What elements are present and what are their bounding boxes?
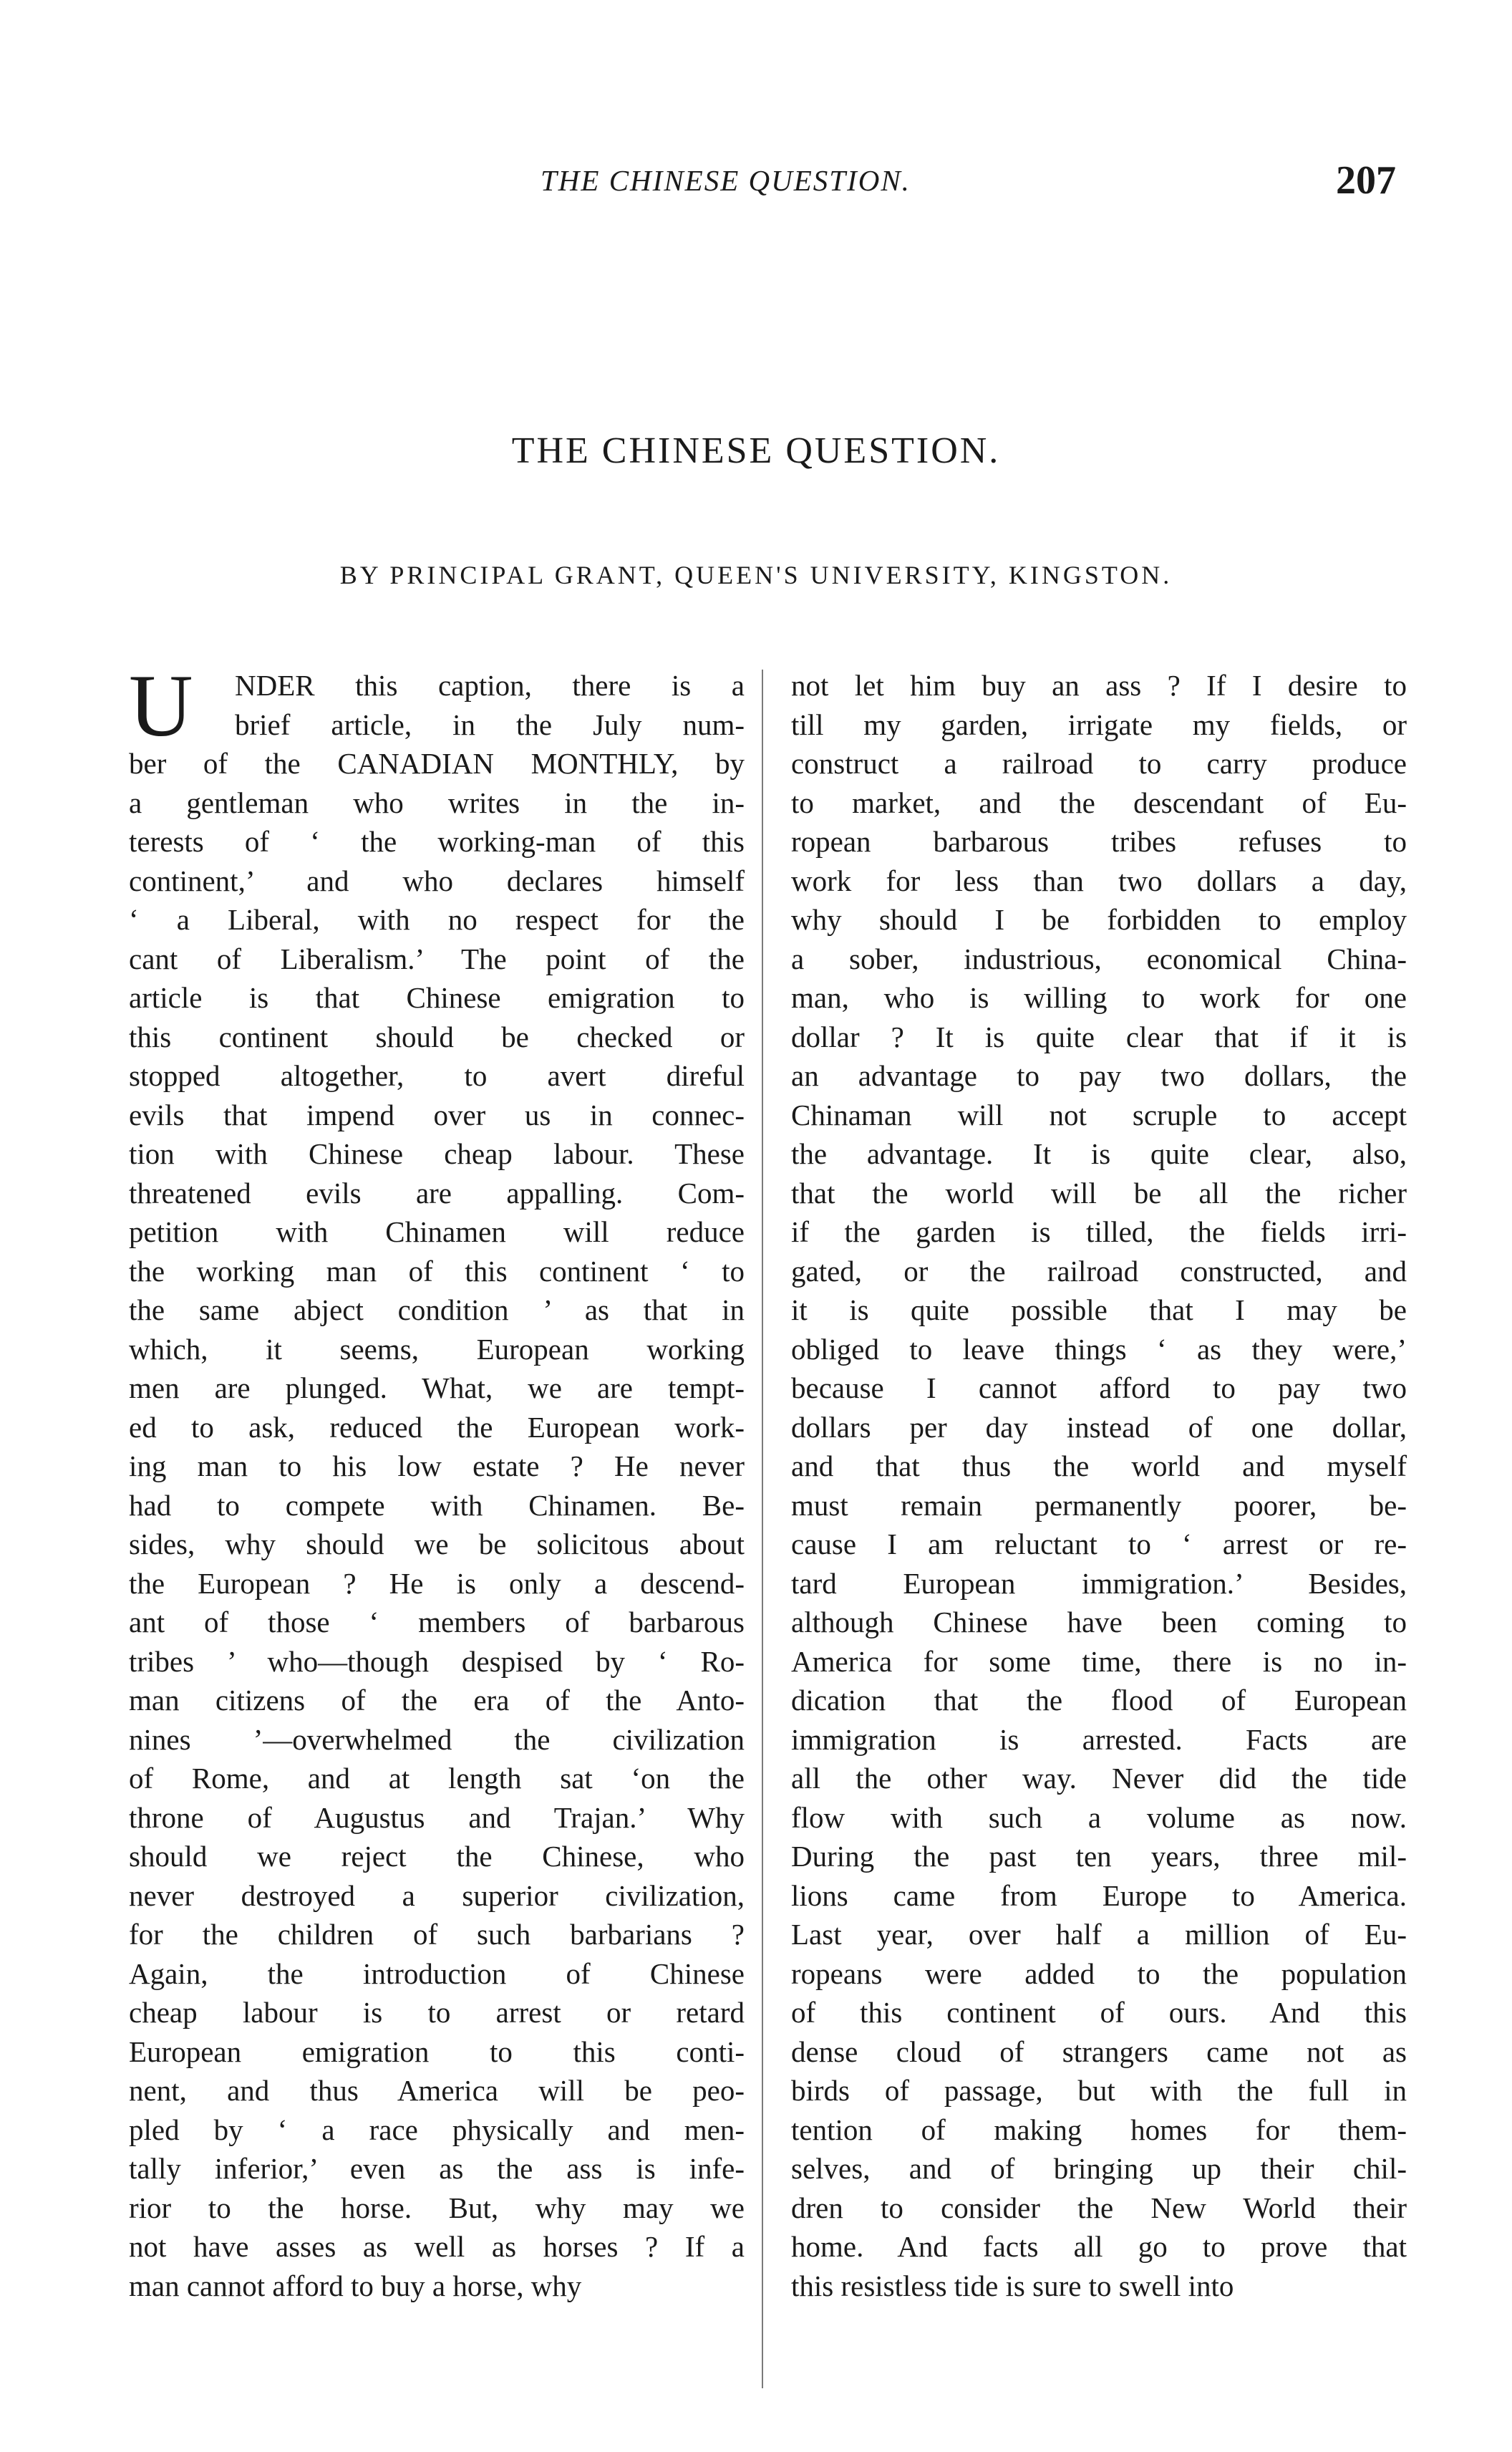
text-line: obliged to leave things ‘ as they were,’ bbox=[791, 1332, 1407, 1366]
text-line: ‘ a Liberal, with no respect for the bbox=[129, 903, 745, 936]
page-number: 207 bbox=[1336, 158, 1396, 203]
text-line: continent,’ and who declares himself bbox=[129, 864, 745, 897]
text-line: that the world will be all the richer bbox=[791, 1176, 1407, 1210]
text-line: birds of passage, but with the full in bbox=[791, 2074, 1407, 2107]
text-line: nines ’—overwhelmed the civilization bbox=[129, 1722, 745, 1756]
text-line: rior to the horse. But, why may we bbox=[129, 2191, 745, 2224]
text-line: selves, and of bringing up their chil- bbox=[791, 2152, 1407, 2185]
text-line: pled by ‘ a race physically and men- bbox=[129, 2113, 745, 2146]
text-line: petition with Chinamen will reduce bbox=[129, 1215, 745, 1248]
text-line: tention of making homes for them- bbox=[791, 2113, 1407, 2146]
text-line: of Rome, and at length sat ‘on the bbox=[129, 1762, 745, 1795]
text-line: sides, why should we be solicitous about bbox=[129, 1527, 745, 1560]
text-line: cant of Liberalism.’ The point of the bbox=[129, 942, 745, 975]
text-line: ber of the CANADIAN MONTHLY, by bbox=[129, 747, 745, 780]
text-line: dollar ? It is quite clear that if it is bbox=[791, 1020, 1407, 1053]
text-line: because I cannot afford to pay two bbox=[791, 1371, 1407, 1404]
text-line: Last year, over half a million of Eu- bbox=[791, 1918, 1407, 1951]
text-line: throne of Augustus and Trajan.’ Why bbox=[129, 1800, 745, 1834]
text-line: evils that impend over us in connec- bbox=[129, 1098, 745, 1131]
text-line: Chinaman will not scruple to accept bbox=[791, 1098, 1407, 1131]
running-title: THE CHINESE QUESTION. bbox=[541, 164, 911, 197]
text-line: ropeans were added to the population bbox=[791, 1956, 1407, 1990]
text-line: never destroyed a superior civilization, bbox=[129, 1878, 745, 1912]
text-line: for the children of such barbarians ? bbox=[129, 1918, 745, 1951]
text-line: a gentleman who writes in the in- bbox=[129, 786, 745, 819]
text-line: although Chinese have been coming to bbox=[791, 1606, 1407, 1638]
text-line: ing man to his low estate ? He never bbox=[129, 1449, 745, 1482]
text-line: the European ? He is only a descend- bbox=[129, 1566, 745, 1600]
right-column bbox=[791, 666, 1407, 2305]
text-line: and that thus the world and myself bbox=[791, 1449, 1407, 1482]
text-line: gated, or the railroad constructed, and bbox=[791, 1254, 1407, 1288]
text-line: of this continent of ours. And this bbox=[791, 1996, 1407, 2029]
text-line: which, it seems, European working bbox=[129, 1332, 745, 1366]
text-line: not let him buy an ass ? If I desire to bbox=[791, 669, 1407, 702]
text-line: cause I am reluctant to ‘ arrest or re- bbox=[791, 1527, 1407, 1560]
text-line: NDER this caption, there is a bbox=[235, 669, 745, 702]
drop-cap: U bbox=[129, 657, 193, 755]
text-line: men are plunged. What, we are tempt- bbox=[129, 1371, 745, 1404]
text-line: flow with such a volume as now. bbox=[791, 1800, 1407, 1834]
text-line: Again, the introduction of Chinese bbox=[129, 1956, 745, 1990]
text-line: cheap labour is to arrest or retard bbox=[129, 1996, 745, 2029]
text-line: tally inferior,’ even as the ass is infe- bbox=[129, 2152, 745, 2185]
text-line: man cannot afford to buy a horse, why bbox=[129, 2269, 582, 2302]
text-line: America for some time, there is no in- bbox=[791, 1644, 1407, 1678]
text-line: ed to ask, reduced the European work- bbox=[129, 1410, 745, 1444]
text-line: tard European immigration.’ Besides, bbox=[791, 1566, 1407, 1600]
byline: BY PRINCIPAL GRANT, QUEEN'S UNIVERSITY, KINGSTON. bbox=[339, 561, 1173, 589]
text-line: threatened evils are appalling. Com- bbox=[129, 1176, 745, 1210]
running-head bbox=[129, 158, 1396, 213]
text-line: stopped altogether, to avert direful bbox=[129, 1059, 745, 1092]
text-line: dollars per day instead of one dollar, bbox=[791, 1410, 1407, 1444]
text-line: all the other way. Never did the tide bbox=[791, 1762, 1407, 1795]
text-line: construct a railroad to carry produce bbox=[791, 747, 1407, 780]
text-line: home. And facts all go to prove that bbox=[791, 2230, 1407, 2263]
text-line: immigration is arrested. Facts are bbox=[791, 1722, 1407, 1756]
text-line: dren to consider the New World their bbox=[791, 2191, 1407, 2224]
text-line: brief article, in the July num- bbox=[235, 708, 745, 741]
text-line: a sober, industrious, economical China- bbox=[791, 942, 1407, 975]
left-column bbox=[129, 657, 745, 2305]
text-line: terests of ‘ the working-man of this bbox=[129, 825, 745, 858]
text-line: tion with Chinese cheap labour. These bbox=[129, 1137, 745, 1170]
text-line: tribes ’ who—though despised by ‘ Ro- bbox=[129, 1644, 745, 1678]
text-line: to market, and the descendant of Eu- bbox=[791, 786, 1407, 819]
text-line: the working man of this continent ‘ to bbox=[129, 1254, 745, 1288]
text-line: had to compete with Chinamen. Be- bbox=[129, 1488, 745, 1522]
text-line: should we reject the Chinese, who bbox=[129, 1840, 745, 1873]
text-line: an advantage to pay two dollars, the bbox=[791, 1059, 1407, 1092]
text-line: not have asses as well as horses ? If a bbox=[129, 2230, 745, 2263]
text-line: dense cloud of strangers came not as bbox=[791, 2035, 1407, 2068]
text-line: ropean barbarous tribes refuses to bbox=[791, 825, 1407, 858]
column-rule bbox=[762, 670, 763, 2388]
text-line: the advantage. It is quite clear, also, bbox=[791, 1137, 1407, 1170]
text-line: European emigration to this conti- bbox=[129, 2035, 745, 2068]
text-line: nent, and thus America will be peo- bbox=[129, 2074, 745, 2107]
text-line: if the garden is tilled, the fields irri- bbox=[791, 1215, 1407, 1248]
article-title: THE CHINESE QUESTION. bbox=[511, 430, 1001, 471]
text-line: it is quite possible that I may be bbox=[791, 1293, 1407, 1326]
text-line: During the past ten years, three mil- bbox=[791, 1840, 1407, 1873]
text-line: the same abject condition ’ as that in bbox=[129, 1293, 745, 1326]
text-line: ant of those ‘ members of barbarous bbox=[129, 1606, 745, 1638]
text-line: article is that Chinese emigration to bbox=[129, 981, 745, 1014]
text-line: till my garden, irrigate my fields, or bbox=[791, 708, 1407, 741]
text-line: this resistless tide is sure to swell into bbox=[791, 2269, 1234, 2302]
text-line: man, who is willing to work for one bbox=[791, 981, 1407, 1014]
text-line: must remain permanently poorer, be- bbox=[791, 1488, 1407, 1522]
text-line: why should I be forbidden to employ bbox=[791, 903, 1407, 936]
text-line: this continent should be checked or bbox=[129, 1020, 745, 1053]
text-line: lions came from Europe to America. bbox=[791, 1878, 1407, 1912]
text-line: man citizens of the era of the Anto- bbox=[129, 1684, 745, 1717]
text-line: dication that the flood of European bbox=[791, 1684, 1407, 1717]
text-line: work for less than two dollars a day, bbox=[791, 864, 1407, 897]
